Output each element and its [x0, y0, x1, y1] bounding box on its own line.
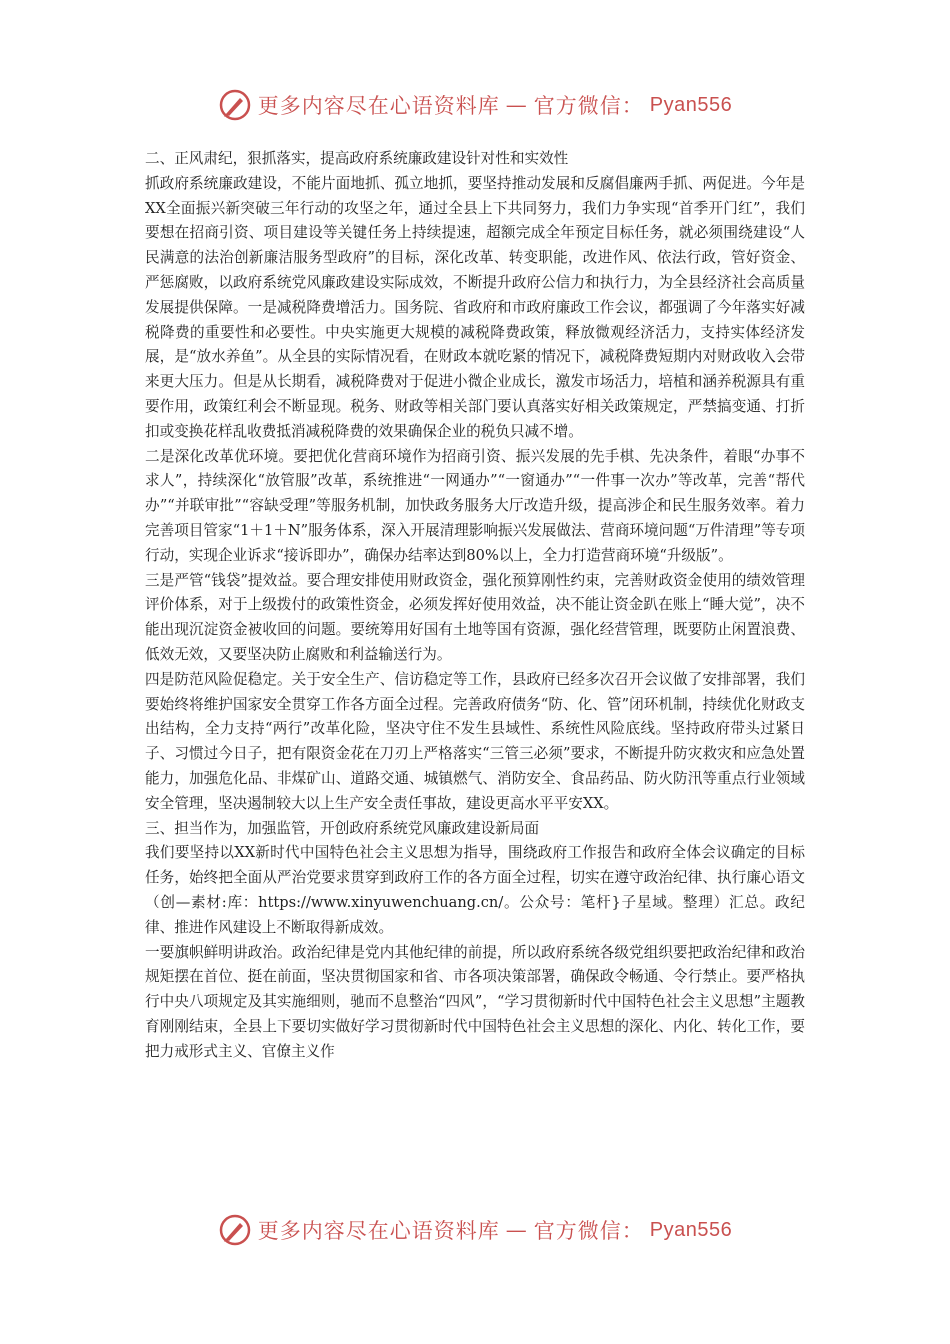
pen-logo-icon: [218, 88, 252, 122]
banner-wechat-label: 官方微信：: [533, 1219, 644, 1243]
banner-text: 更多内容尽在心语资料库: [257, 1219, 500, 1243]
section-heading: 二、正风肃纪，狠抓落实，提高政府系统廉政建设针对性和实效性: [145, 150, 569, 167]
paragraph: 我们要坚持以XX新时代中国特色社会主义思想为指导，围绕政府工作报告和政府全体会议确定的目标任务，始终把全面从严治党要求贯穿到政府工作的各方面全过程，切实在遵守政治纪律、执行廉心语文（创—素材:库：https://www.xinyuwenchuang.cn/。公众号：笔杆}子星域。整理）汇总。政纪律、推进作风建设上不断取得新成效。: [145, 844, 805, 936]
paragraph: 一要旗帜鲜明讲政治。政治纪律是党内其他纪律的前提，所以政府系统各级党组织要把政治纪律和政治规矩摆在首位、挺在前面，坚决贯彻国家和省、市各项决策部署，确保政令畅通、令行禁止。要严格执行中央八项规定及其实施细则，驰而不息整治“四风”，“学习贯彻新时代中国特色社会主义思想”主题教育刚刚结束，全县上下要切实做好学习贯彻新时代中国特色社会主义思想的深化、内化、转化工作，要把力戒形式主义、官僚主义作: [145, 943, 805, 1060]
banner-wechat-id: Pyan556: [649, 1218, 733, 1241]
banner-dash: —: [505, 1218, 528, 1242]
header-banner: [0, 85, 950, 125]
pen-logo-icon: [218, 1213, 252, 1247]
footer-banner: [0, 1210, 950, 1250]
paragraph: 四是防范风险促稳定。关于安全生产、信访稳定等工作，县政府已经多次召开会议做了安排部署，我们要始终将维护国家安全贯穿工作各方面全过程。完善政府债务“防、化、管”闭环机制，持续优化财政支出结构，全力支持“两行”改革化险，坚决守住不发生县域性、系统性风险底线。坚持政府带头过紧日子、习惯过今日子，把有限资金花在刀刃上严格落实“三管三必须”要求，不断提升防灾救灾和应急处置能力，加强危化品、非煤矿山、道路交通、城镇燃气、消防安全、食品药品、防火防汛等重点行业领域安全管理，坚决遏制较大以上生产安全责任事故，建设更高水平平安XX。: [145, 670, 805, 812]
banner-wechat-label: 官方微信：: [533, 94, 644, 118]
paragraph: 二是深化改革优环境。要把优化营商环境作为招商引资、振兴发展的先手棋、先决条件，着眼“办事不求人”，持续深化“放管服”改革，系统推进“一网通办”“一窗通办”“一件事一次办”等改革，完善“帮代办”“并联审批”“容缺受理”等服务机制，加快政务服务大厅改造升级，提高涉企和民生服务效率。着力完善项目管家“1＋1＋N”服务体系，深入开展清理影响振兴发展做法、营商环境问题“万件清理”等专项行动，实现企业诉求“接诉即办”，确保办结率达到80%以上，全力打造营商环境“升级版”。: [145, 447, 805, 564]
banner-text: 更多内容尽在心语资料库: [257, 94, 500, 118]
banner-wechat-id: Pyan556: [649, 93, 733, 116]
paragraph: 三是严管“钱袋”提效益。要合理安排使用财政资金，强化预算刚性约束，完善财政资金使用的绩效管理评价体系，对于上级拨付的政策性资金，必须发挥好使用效益，决不能让资金趴在账上“睡大觉”，决不能出现沉淀资金被收回的问题。要统筹用好国有土地等国有资源，强化经营管理，既要防止闲置浪费、低效无效，又要坚决防止腐败和利益输送行为。: [145, 571, 805, 663]
banner-dash: —: [505, 93, 528, 117]
document-body: [145, 147, 805, 1064]
paragraph: 抓政府系统廉政建设，不能片面地抓、孤立地抓，要坚持推动发展和反腐倡廉两手抓、两促进。今年是XX全面振兴新突破三年行动的攻坚之年，通过全县上下共同努力，我们力争实现“首季开门红”，我们要想在招商引资、项目建设等关键任务上持续提速，超额完成全年预定目标任务，就必须围绕建设“人民满意的法治创新廉洁服务型政府”的目标，深化改革、转变职能，改进作风、依法行政，管好资金、严惩腐败，以政府系统党风廉政建设实际成效，不断提升政府公信力和执行力，为全县经济社会高质量发展提供保障。一是减税降费增活力。国务院、省政府和市政府廉政工作会议，都强调了今年落实好减税降费的重要性和必要性。中央实施更大规模的减税降费政策，释放微观经济活力，支持实体经济发展，是“放水养鱼”。从全县的实际情况看，在财政本就吃紧的情况下，减税降费短期内对财政收入会带来更大压力。但是从长期看，减税降费对于促进小微企业成长，激发市场活力，培植和涵养税源具有重要作用，政策红利会不断显现。税务、财政等相关部门要认真落实好相关政策规定，严禁搞变通、打折扣或变换花样乱收费抵消减税降费的效果确保企业的税负只减不增。: [145, 174, 805, 440]
section-heading: 三、担当作为，加强监管，开创政府系统党风廉政建设新局面: [145, 819, 540, 837]
